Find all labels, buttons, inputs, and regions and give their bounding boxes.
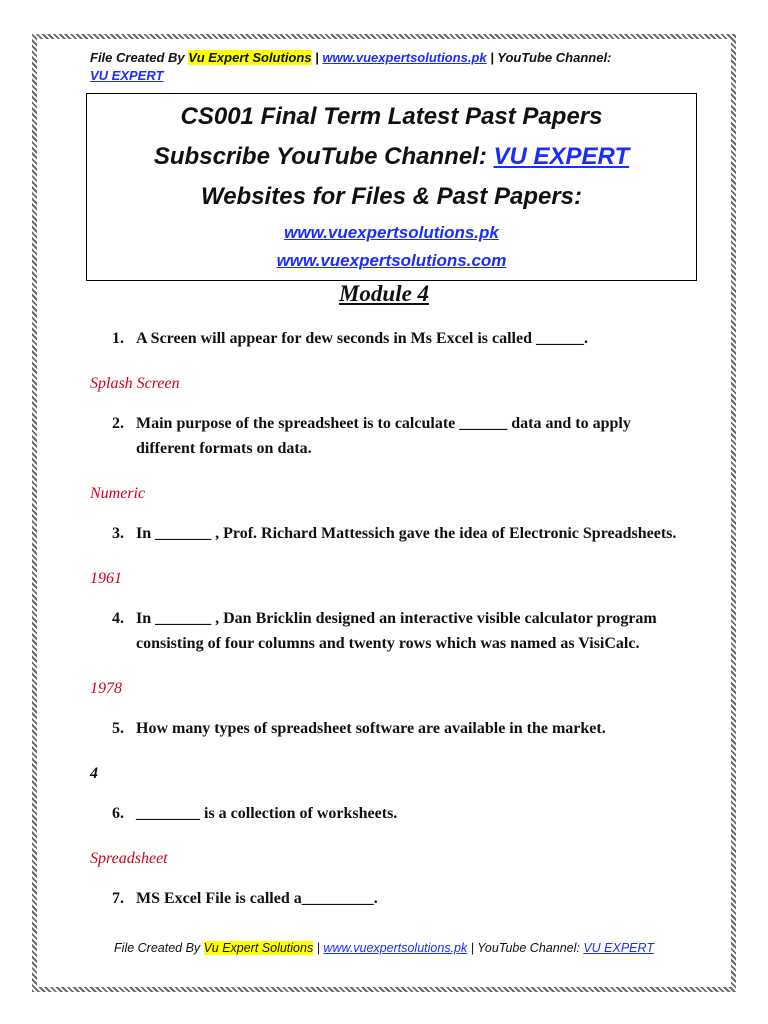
page-footer — [0, 941, 768, 955]
websites-line: Websites for Files & Past Papers: — [200, 183, 583, 210]
question-text: How many types of spreadsheet software are available in the market. — [136, 720, 606, 737]
question-item: 3. In _______ , Prof. Richard Mattessich gave the idea of Electronic Spreadsheets. — [112, 525, 677, 542]
question-text: MS Excel File is called a_________. — [136, 890, 378, 907]
title-line: CS001 Final Term Latest Past Papers — [180, 103, 603, 130]
question-text: Main purpose of the spreadsheet is to calculate ______ data and to apply different formats on data. — [136, 415, 631, 457]
question-item: 6. ________ is a collection of worksheets. — [112, 805, 398, 822]
header-channel-label: | YouTube Channel: — [486, 50, 612, 65]
answer-text: 1978 — [90, 680, 122, 697]
footer-channel-label: | YouTube Channel: — [467, 941, 584, 955]
header-channel-link[interactable]: VU EXPERT — [90, 68, 164, 83]
website-link-com[interactable]: www.vuexpertsolutions.com — [276, 251, 507, 270]
question-text: In _______ , Dan Bricklin designed an interactive visible calculator program consisting of four columns and twenty rows which was named as VisiCalc. — [136, 610, 657, 652]
question-text: A Screen will appear for dew seconds in Ms Excel is called ______. — [136, 330, 588, 347]
header-brand-highlight: Vu Expert Solutions — [188, 50, 312, 65]
question-text: In _______ , Prof. Richard Mattessich gave the idea of Electronic Spreadsheets. — [136, 525, 677, 542]
question-item: 1. A Screen will appear for dew seconds in Ms Excel is called ______. — [112, 330, 588, 347]
question-item: 5. How many types of spreadsheet software are available in the market. — [112, 720, 606, 737]
page-header — [90, 49, 710, 85]
subscribe-prefix: Subscribe YouTube Channel: — [153, 143, 494, 170]
header-prefix: File Created By — [90, 50, 189, 65]
subscribe-line — [87, 137, 696, 177]
footer-channel-link[interactable]: VU EXPERT — [583, 941, 654, 955]
header-separator: | — [311, 50, 323, 65]
footer-brand-highlight: Vu Expert Solutions — [203, 941, 314, 955]
website-link-pk[interactable]: www.vuexpertsolutions.pk — [284, 223, 499, 242]
footer-separator: | — [313, 941, 324, 955]
answer-text: Spreadsheet — [90, 850, 168, 867]
question-item: 7. MS Excel File is called a_________. — [112, 890, 378, 907]
question-text: ________ is a collection of worksheets. — [136, 805, 398, 822]
footer-prefix: File Created By — [114, 941, 204, 955]
answer-text: 4 — [90, 765, 98, 782]
question-item: 4. In _______ , Dan Bricklin designed an interactive visible calculator program consisting of four columns and twenty rows which was named as VisiCalc. — [112, 610, 657, 652]
header-site-link[interactable]: www.vuexpertsolutions.pk — [322, 50, 487, 65]
module-heading: Module 4 — [338, 281, 430, 306]
footer-site-link[interactable]: www.vuexpertsolutions.pk — [323, 941, 468, 955]
channel-link[interactable]: VU EXPERT — [493, 143, 630, 170]
url-list — [87, 219, 696, 275]
question-item: 2. Main purpose of the spreadsheet is to calculate ______ data and to apply different formats on data. — [112, 415, 631, 457]
title-box — [86, 93, 697, 281]
answer-text: 1961 — [90, 570, 122, 587]
answer-text: Splash Screen — [90, 375, 180, 392]
question-list — [90, 326, 690, 911]
answer-text: Numeric — [90, 485, 146, 502]
